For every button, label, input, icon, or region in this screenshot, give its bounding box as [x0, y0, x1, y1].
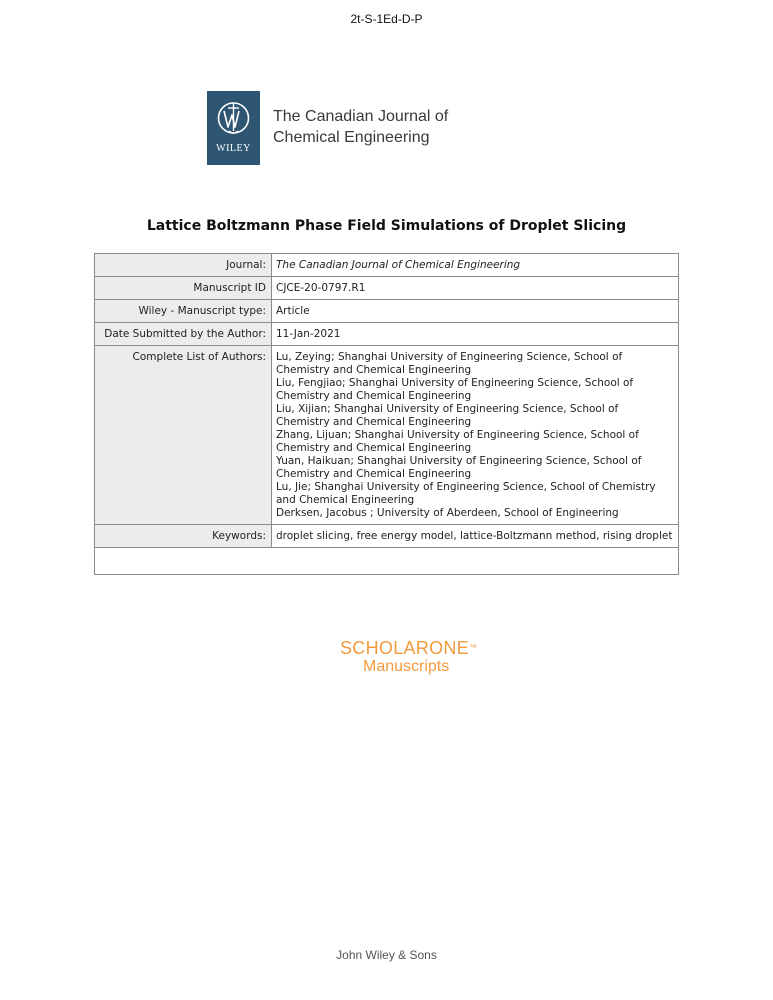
wiley-logo: [207, 91, 260, 165]
date-submitted-label: Date Submitted by the Author:: [95, 323, 272, 346]
table-row-empty: [95, 548, 679, 575]
manuscript-id-value: CJCE-20-0797.R1: [272, 277, 679, 300]
trademark-symbol: ™: [469, 643, 478, 652]
scholarone-text: SCHOLARONE: [340, 638, 470, 658]
journal-value: The Canadian Journal of Chemical Engineering: [272, 254, 679, 277]
author-entry: Yuan, Haikuan; Shanghai University of Engineering Science, School of Chemistry and Chemical Engineering: [276, 455, 642, 480]
manuscript-type-label: Wiley - Manuscript type:: [95, 300, 272, 323]
manuscript-code: 2t-S-1Ed-D-P: [350, 12, 423, 26]
scholarone-logo: [340, 638, 477, 676]
manuscript-type-value: Article: [272, 300, 679, 323]
scholarone-manuscripts-text: Manuscripts: [363, 658, 450, 675]
author-entry: Lu, Zeying; Shanghai University of Engineering Science, School of Chemistry and Chemical Engineering: [276, 351, 623, 376]
authors-list: [272, 346, 679, 525]
author-entry: Derksen, Jacobus ; University of Aberdeen, School of Engineering: [276, 507, 619, 519]
manuscript-info-table: [94, 253, 679, 575]
journal-label: Journal:: [95, 254, 272, 277]
keywords-label: Keywords:: [95, 525, 272, 548]
empty-cell: [95, 548, 679, 575]
journal-name: The Canadian Journal of Chemical Engineering: [273, 108, 449, 146]
author-entry: Zhang, Lijuan; Shanghai University of Engineering Science, School of Chemistry and Chemical Engineering: [276, 429, 639, 454]
authors-label: Complete List of Authors:: [95, 346, 272, 525]
date-submitted-value: 11-Jan-2021: [272, 323, 679, 346]
author-entry: Liu, Fengjiao; Shanghai University of Engineering Science, School of Chemistry and Chemical Engineering: [276, 377, 634, 402]
table-row: [95, 525, 679, 548]
table-row: [95, 254, 679, 277]
table-row: [95, 323, 679, 346]
wiley-brand-text: WILEY: [216, 143, 251, 154]
table-row: [95, 300, 679, 323]
keywords-value: droplet slicing, free energy model, lattice-Boltzmann method, rising droplet: [272, 525, 679, 548]
author-entry: Liu, Xijian; Shanghai University of Engineering Science, School of Chemistry and Chemical Engineering: [276, 403, 619, 428]
table-row: [95, 277, 679, 300]
table-row: [95, 346, 679, 525]
publisher-footer: John Wiley & Sons: [336, 948, 437, 962]
author-entry: Lu, Jie; Shanghai University of Engineering Science, School of Chemistry and Chemical Engineering: [276, 481, 656, 506]
paper-title: Lattice Boltzmann Phase Field Simulations of Droplet Slicing: [146, 218, 627, 234]
manuscript-id-label: Manuscript ID: [95, 277, 272, 300]
